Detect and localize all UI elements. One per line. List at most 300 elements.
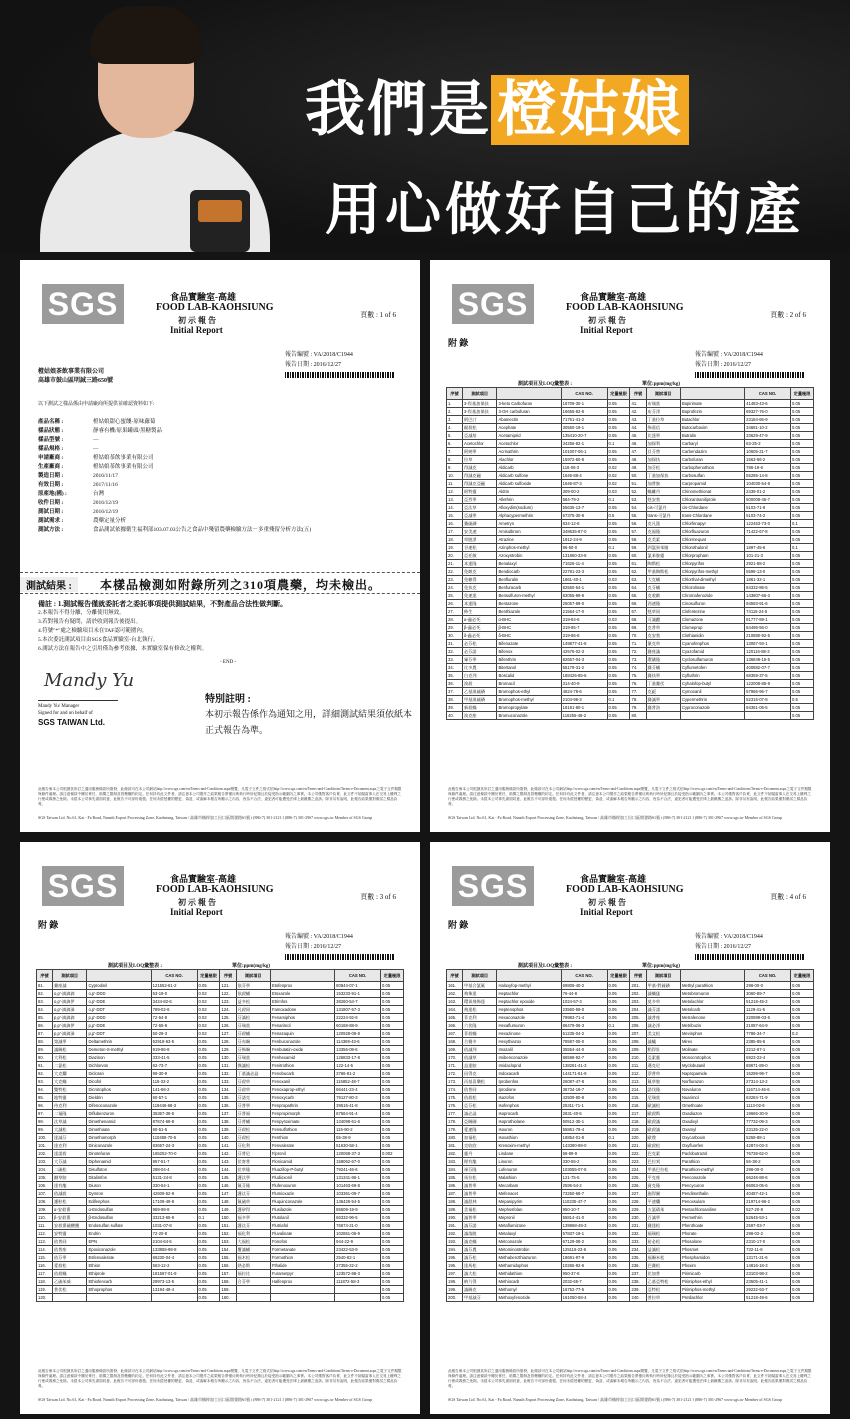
table-cell: 0.05 (381, 1222, 404, 1230)
table-cell: Aldicarb sulfoxide (497, 480, 561, 488)
table-cell: 3-羥基加保扶 (463, 408, 497, 416)
table-cell: 布瑞莫 (646, 400, 680, 408)
table-cell: 0.05 (197, 1070, 220, 1078)
table-cell: 83. (37, 998, 53, 1006)
table-cell: 233. (630, 1238, 646, 1246)
table-row (447, 1206, 814, 1214)
table-cell: 克普草 (646, 624, 680, 632)
table-cell: 204. (630, 1006, 646, 1014)
table-cell: 2921-88-2 (745, 560, 791, 568)
table-cell: 依殺蟎 (53, 1270, 87, 1278)
table-row (447, 512, 814, 520)
table-row (37, 1126, 404, 1134)
table-row (447, 1270, 814, 1278)
report-page-2 (430, 260, 830, 832)
headline-brand-highlight: 橙姑娘 (491, 75, 689, 145)
table-cell: 105. (37, 1174, 53, 1182)
report-meta (285, 350, 353, 370)
table-cell: 貝芬替 (646, 448, 680, 456)
table-cell: 0.05 (197, 1206, 220, 1214)
table-cell: Monocrotophos (680, 1054, 744, 1062)
table-cell: 亞烈寧 (463, 496, 497, 504)
table-row (447, 712, 814, 720)
table-cell (745, 536, 791, 544)
table-cell: 布芬淨 (646, 408, 680, 416)
table-row (447, 1198, 814, 1206)
table-row (37, 1254, 404, 1262)
table-cell: 芬化利 (236, 1142, 270, 1150)
table-cell: 135. (220, 1094, 236, 1102)
table-cell: 祿芬隆 (463, 1166, 497, 1174)
table-cell (646, 712, 680, 720)
report-type-zh: 初 示 報 告 (588, 316, 626, 325)
test-conclusion (20, 572, 420, 594)
table-cell: 87. (37, 1030, 53, 1038)
table-cell: 滅芬松 (463, 1254, 497, 1262)
table-cell: 181587-01-9 (151, 1270, 197, 1278)
table-cell: Bromacil (497, 680, 561, 688)
table-cell: 218. (630, 1118, 646, 1126)
table-cell: 52. (630, 488, 646, 496)
table-header-cell: 測試項目 (463, 388, 497, 400)
table-cell: 210880-92-5 (745, 632, 791, 640)
table-cell: 0.05 (791, 1262, 814, 1270)
table-row (447, 1102, 814, 1110)
table-cell: 伏草隆 (236, 1166, 270, 1174)
report-type-zh: 初 示 報 告 (588, 898, 626, 907)
table-row (447, 568, 814, 576)
table-cell: 0.03 (607, 576, 630, 584)
table-row (447, 1262, 814, 1270)
table-cell: 22224-92-6 (335, 1014, 381, 1022)
table-cell: 5103-71-9 (745, 504, 791, 512)
table-cell: 206. (630, 1022, 646, 1030)
table-cell: 必芬諾 (463, 648, 497, 656)
table-cell: 甲基溴硫磷 (463, 696, 497, 704)
table-cell: 0.05 (607, 400, 630, 408)
table-cell: 39. (447, 704, 463, 712)
table-cell: 3-keto Carbofuran (497, 400, 561, 408)
table-cell: 滅賜松 (53, 1046, 87, 1054)
table-cell: Fthalide (270, 1262, 334, 1270)
table-cell: Heptachlor (497, 990, 561, 998)
table-cell: 116255-48-2 (561, 712, 607, 720)
table-row (447, 664, 814, 672)
table-cell: 滅蟎猛 (646, 990, 680, 998)
table-cell: 33213-65-9 (151, 1214, 197, 1222)
table-cell: 19666-30-9 (745, 1110, 791, 1118)
table-cell: 71626-11-4 (561, 560, 607, 568)
table-cell: 216. (630, 1102, 646, 1110)
table-cell: 0.05 (381, 1134, 404, 1142)
table-cell: 138. (220, 1118, 236, 1126)
table-cell: 90. (37, 1054, 53, 1062)
table-cell: Bensulfuron-methyl (497, 592, 561, 600)
table-cell: 美福松 (463, 1206, 497, 1214)
table-row (37, 1150, 404, 1158)
table-cell: 58-89-9 (561, 1150, 607, 1158)
table-cell: Mepronil (497, 1214, 561, 1222)
sample-field-key: 製造日期 : (38, 473, 64, 479)
table-cell: 甲基-對硫磷 (646, 982, 680, 990)
table-cell: 依滅殺 (53, 1190, 87, 1198)
table-cell: 149. (220, 1206, 236, 1214)
table-cell: 25311-71-1 (561, 1102, 607, 1110)
footer-address: SGS Taiwan Ltd. No.61, Kai - Fa Road, Nanzih Export Processing Zone, Kaohsiung, Taiwan / 高雄市楠梓加工出口區開發路61號 t (886-7) 301-2121 f (886-7) 301-2967 www.sgs.tw Member of SGS Group (448, 815, 783, 820)
table-cell (680, 712, 744, 720)
table-header-cell: 序號 (220, 970, 236, 982)
table-cell: 0.02 (197, 998, 220, 1006)
table-cell: 0.05 (197, 1190, 220, 1198)
table-cell: 77732-09-3 (745, 1118, 791, 1126)
table-cell: 0.05 (607, 1078, 630, 1086)
table-cell: 944-22-9 (335, 1238, 381, 1246)
table-cell: 155. (220, 1254, 236, 1262)
table-cell: 0.05 (607, 1262, 630, 1270)
table-cell: Butocarboxim (680, 424, 744, 432)
signer-company: SGS TAIWAN Ltd. (38, 718, 105, 727)
table-cell: 0.05 (607, 1230, 630, 1238)
table-cell: 87674-68-8 (151, 1118, 197, 1126)
table-cell: Fenpyroximate (270, 1118, 334, 1126)
table-cell: Cyanofenphos (680, 640, 744, 648)
table-cell: 85509-19-9 (335, 1206, 381, 1214)
table-cell: Diniconazole (87, 1142, 151, 1150)
table-row (37, 1158, 404, 1166)
table-header-cell: 定量極限 (791, 970, 814, 982)
table-cell: 35554-44-0 (561, 1046, 607, 1054)
table-cell: Iprodione (497, 1086, 561, 1094)
table-cell: Fenobucarb (270, 1070, 334, 1078)
table-cell: 0.05 (607, 1070, 630, 1078)
table-cell: 本達隆 (463, 600, 497, 608)
table-row (447, 1278, 814, 1286)
table-cell (335, 1294, 381, 1302)
table-cell: 78. (630, 696, 646, 704)
table-cell: 58. (630, 536, 646, 544)
table-cell: o,p'-滴滴滴 (53, 990, 87, 998)
table-header-cell: 定量極限 (607, 970, 630, 982)
table-cell: 0.05 (791, 1070, 814, 1078)
table-cell: 加普胺 (646, 480, 680, 488)
table-cell: Abamectin (497, 416, 561, 424)
table-row (447, 576, 814, 584)
table-cell: 34681-10-2 (745, 424, 791, 432)
table-row (37, 1294, 404, 1302)
table-cell: 0.05 (791, 712, 814, 720)
sgs-logo: SGS (452, 284, 534, 324)
table-cell: 175. (447, 1094, 463, 1102)
report-type-en: Initial Report (170, 325, 223, 335)
barcode (695, 372, 805, 378)
table-cell: 剋草同 (646, 608, 680, 616)
table-cell: 0.05 (607, 1198, 630, 1206)
table-cell: 0.05 (791, 1006, 814, 1014)
table-cell: 10265-92-6 (561, 1262, 607, 1270)
client-name: 橙姑娘茶飲事業有限公司 (38, 369, 105, 375)
table-cell: 0.05 (791, 552, 814, 560)
table-cell: 55814-41-0 (561, 1214, 607, 1222)
table-cell: 0.05 (607, 990, 630, 998)
table-cell: 76. (630, 680, 646, 688)
table-cell: Heptenophos (497, 1006, 561, 1014)
table-cell: 0.05 (607, 416, 630, 424)
table-cell: 安特靈 (53, 1230, 87, 1238)
table-cell: 歐殺滅 (646, 1118, 680, 1126)
table-cell: Edifenphos (87, 1198, 151, 1206)
table-cell: 0.05 (381, 1054, 404, 1062)
table-cell: 歐殺松 (646, 1142, 680, 1150)
table-cell: 188425-85-6 (561, 672, 607, 680)
table-cell: 213. (630, 1078, 646, 1086)
report-note: 4.符號"*"處之檢驗項目未在TAF認可範圍內。 (38, 628, 148, 634)
table-row (37, 1238, 404, 1246)
table-cell: p,p'-滴滴伊 (53, 1022, 87, 1030)
table-cell: 0.05 (381, 1046, 404, 1054)
table-cell: 139968-49-3 (561, 1222, 607, 1230)
table-cell: 0.05 (607, 1062, 630, 1070)
table-cell: 芬殺松 (236, 1134, 270, 1142)
table-cell: 畢芬寧 (463, 656, 497, 664)
report-note: 3.若對報告有疑問，請於收到報告後提出。 (38, 619, 142, 625)
table-cell: 1563-66-2 (745, 456, 791, 464)
table-cell: Boscalid (497, 672, 561, 680)
table-cell: 0.05 (607, 1294, 630, 1302)
table-cell: 57966-95-7 (745, 688, 791, 696)
table-cell: 136849-15-5 (745, 656, 791, 664)
table-cell: 0.05 (791, 704, 814, 712)
table-row (447, 552, 814, 560)
table-cell: 120928-09-8 (335, 1030, 381, 1038)
table-cell: 0.1 (607, 1134, 630, 1142)
table-cell: 0.03 (607, 616, 630, 624)
table-cell: 22. (447, 568, 463, 576)
table-cell: 160. (220, 1294, 236, 1302)
table-cell: 0.05 (791, 496, 814, 504)
table-cell: 50512-35-1 (561, 1118, 607, 1126)
table-cell: 33629-47-9 (745, 432, 791, 440)
table-cell: 207. (630, 1030, 646, 1038)
table-row (37, 982, 404, 990)
table-cell: 2385-85-5 (745, 1038, 791, 1046)
table-cell: 0.1 (607, 696, 630, 704)
table-cell: 0.05 (791, 1086, 814, 1094)
table-cell: Formetanate (270, 1246, 334, 1254)
table-cell: 47. (630, 448, 646, 456)
table-cell: 0.05 (791, 656, 814, 664)
report-number: 報告編號 : VA/2018/C1944 (285, 352, 353, 358)
table-cell: 0.05 (197, 1182, 220, 1190)
table-cell: 氟草胺 (646, 1078, 680, 1086)
table-cell: 16752-77-5 (561, 1286, 607, 1294)
table-row (447, 640, 814, 648)
table-cell: 0.05 (791, 1054, 814, 1062)
table-cell: Heptachlor epoxide (497, 998, 561, 1006)
table-cell: 38. (447, 696, 463, 704)
table-row (447, 1070, 814, 1078)
table-cell: 護汰芬 (236, 1222, 270, 1230)
table-cell: 0.05 (607, 1054, 630, 1062)
table-cell: 諾伐隆 (646, 1086, 680, 1094)
special-note-title: 特別註明 : (205, 694, 251, 705)
table-cell: 23103-98-2 (745, 1270, 791, 1278)
table-cell: Nuarimol (680, 1094, 744, 1102)
table-cell: 170. (447, 1054, 463, 1062)
table-header-cell (497, 388, 561, 400)
table-cell: 0.05 (607, 1174, 630, 1182)
table-cell: 0.05 (791, 528, 814, 536)
table-cell: 56. (630, 520, 646, 528)
table-row (37, 1262, 404, 1270)
table-cell: 42576-02-3 (561, 648, 607, 656)
headline-prefix: 我們是 (305, 75, 491, 145)
table-cell: Chlorthal-dimethyl (680, 576, 744, 584)
table-cell: Dimethoate (87, 1126, 151, 1134)
sample-field-key: 測試方法 : (38, 527, 64, 533)
table-cell: 42509-80-8 (561, 1094, 607, 1102)
table-cell: 1113-02-6 (745, 1102, 791, 1110)
table-cell: 62. (630, 568, 646, 576)
table-cell: 103. (37, 1158, 53, 1166)
table-header-cell: 序號 (447, 388, 463, 400)
report-footer (448, 1369, 812, 1402)
table-cell: Cyproconazole (680, 704, 744, 712)
table-cell: 0.02 (791, 1206, 814, 1214)
table-cell: 0.05 (197, 1166, 220, 1174)
table-cell: 0.05 (607, 1222, 630, 1230)
report-page-1 (20, 260, 420, 832)
sample-intro: 以下測試之樣品係由申請廠商所提供並確認資料如下: (38, 402, 155, 407)
table-cell: Famoxadone (270, 1006, 334, 1014)
table-cell: p,p'-滴滴滴 (53, 1014, 87, 1022)
report-type-en: Initial Report (580, 325, 633, 335)
sgs-logo: SGS (42, 866, 124, 906)
table-cell: 5. (447, 432, 463, 440)
sample-field-row (38, 526, 311, 535)
table-cell: 143390-89-0 (561, 1142, 607, 1150)
table-cell: 0.03 (607, 488, 630, 496)
table-cell: 克安勃 (646, 632, 680, 640)
table-cell: 52918-63-5 (151, 1038, 197, 1046)
table-cell: 150. (220, 1214, 236, 1222)
table-row (37, 1078, 404, 1086)
table-cell: 76738-62-0 (745, 1150, 791, 1158)
report-date: 報告日期 : 2016/12/27 (695, 944, 752, 950)
table-cell: 本達隆 (463, 560, 497, 568)
table-cell: Benalaxyl (497, 560, 561, 568)
table-cell: 滅芬諾 (463, 1222, 497, 1230)
table-cell: 63. (630, 576, 646, 584)
table-cell: 919-86-8 (151, 1046, 197, 1054)
table-cell: 0.05 (607, 1046, 630, 1054)
table-cell: Fluvalinate (270, 1230, 334, 1238)
table-cell: 128. (220, 1038, 236, 1046)
table-cell: 0.05 (381, 1246, 404, 1254)
report-notes (38, 600, 408, 654)
table-cell: Methoxyfenozide (497, 1294, 561, 1302)
table-cell: 73. (630, 656, 646, 664)
table-cell (87, 1294, 151, 1302)
table-cell: 0.05 (381, 1174, 404, 1182)
table-cell: Paclobutrazol (680, 1150, 744, 1158)
table-cell: 139. (220, 1126, 236, 1134)
table-cell: 0.05 (381, 1270, 404, 1278)
table-cell: 巴拉刈 (646, 1158, 680, 1166)
table-cell: 滅芬農 (463, 1246, 497, 1254)
table-cell: Phenthoate (680, 1222, 744, 1230)
table-cell: 65. (630, 592, 646, 600)
table-cell: 231. (630, 1222, 646, 1230)
table-cell: 0.05 (197, 1238, 220, 1246)
table-row (37, 1014, 404, 1022)
table-cell: Oxycarboxin (680, 1134, 744, 1142)
table-row (447, 1214, 814, 1222)
table-cell: 57. (630, 528, 646, 536)
table-row (447, 1022, 814, 1030)
table-cell: Hexazinone (497, 1030, 561, 1038)
loq-unit: 單位:ppm(mg/kg) (642, 382, 681, 387)
table-cell: 23505-41-1 (745, 1278, 791, 1286)
table-cell: 135410-20-7 (561, 432, 607, 440)
table-cell: 17. (447, 528, 463, 536)
table-cell: 普拉草 (646, 1294, 680, 1302)
table-cell: 239. (630, 1286, 646, 1294)
table-cell: 22781-23-3 (561, 568, 607, 576)
table-cell: 滅普座 (646, 1014, 680, 1022)
table-cell: 79983-71-4 (561, 1014, 607, 1022)
table-cell: 12. (447, 488, 463, 496)
table-cell: 阿巴汀 (463, 416, 497, 424)
table-cell: 30560-19-1 (561, 424, 607, 432)
table-cell: 0.1 (607, 440, 630, 448)
table-cell: 0.05 (381, 1110, 404, 1118)
table-cell: 222. (630, 1150, 646, 1158)
table-cell: Bifenazate (497, 640, 561, 648)
table-cell: 0.05 (381, 1126, 404, 1134)
table-cell: 0.05 (791, 1278, 814, 1286)
table-cell: 3424-82-6 (151, 998, 197, 1006)
table-cell: Pirimiphos-ethyl (680, 1278, 744, 1286)
table-cell: 得滅克碸 (463, 472, 497, 480)
table-cell: Imidacloprid (497, 1062, 561, 1070)
table-cell: 大克蟎 (53, 1078, 87, 1086)
table-cell: 納乃得 (463, 1278, 497, 1286)
table-cell: 益滅松 (646, 1246, 680, 1254)
table-cell: Deltamethrin (87, 1038, 151, 1046)
table-cell: 亞芬松 (463, 1102, 497, 1110)
table-cell: 平速爛 (646, 1198, 680, 1206)
table-cell: 乙基亞特松 (646, 1278, 680, 1286)
table-cell: 0.05 (607, 504, 630, 512)
table-cell: 97. (37, 1110, 53, 1118)
table-cell: 60. (630, 552, 646, 560)
table-cell: 212. (630, 1070, 646, 1078)
table-cell: 131341-86-1 (335, 1174, 381, 1182)
table-cell: 3-OH carbofuran (497, 408, 561, 416)
table-cell: 101-21-3 (745, 552, 791, 560)
table-cell: 滅克蟎 (463, 1238, 497, 1246)
table-cell: Cymoxanil (680, 688, 744, 696)
table-cell: 乙硫苯威 (53, 1278, 87, 1286)
table-cell: 72-54-8 (151, 1014, 197, 1022)
table-cell: 136. (220, 1102, 236, 1110)
table-cell: 0.05 (791, 680, 814, 688)
table-cell: 55-38-9 (335, 1134, 381, 1142)
table-cell: Mephosfolan (497, 1206, 561, 1214)
table-cell: 達諾殺 (53, 1150, 87, 1158)
table-cell: 126. (220, 1022, 236, 1030)
table-cell: Clomazone (680, 616, 744, 624)
